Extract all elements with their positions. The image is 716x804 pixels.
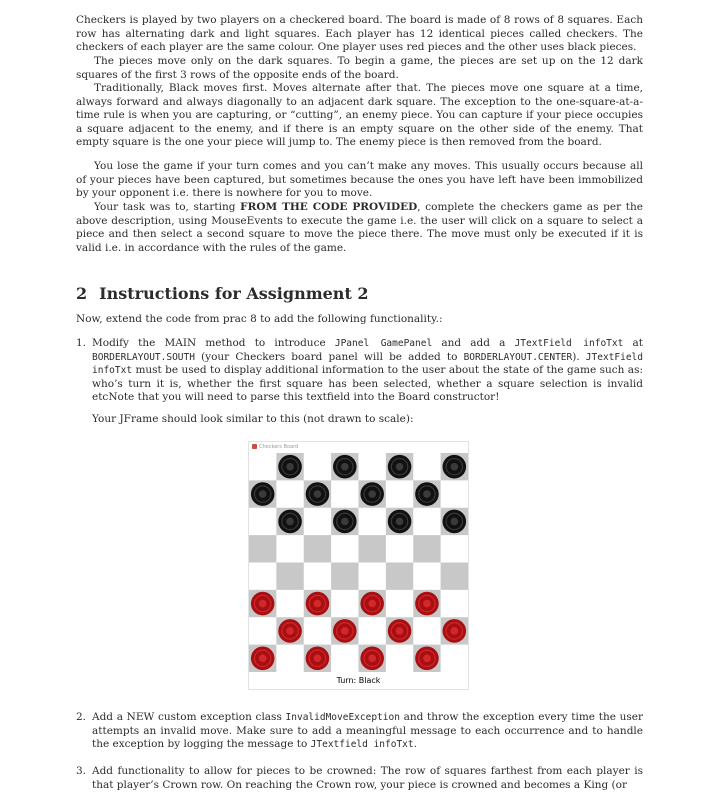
checkers-board [249,453,468,672]
section-title: Instructions for Assignment 2 [99,284,369,303]
checker-crest-icon [286,463,294,471]
black-checker-piece [415,482,439,506]
board-square [249,453,277,481]
section-lead: Now, extend the code from prac 8 to add the following functionality.: [76,313,443,325]
board-square [304,563,332,591]
checker-crest-icon [341,518,349,526]
board-square [386,590,414,618]
checker-crest-icon [368,490,376,498]
intro-paragraph-1: Checkers is played by two players on a checkered board. The board is made of 8 rows of 8 squares. Each row has alternating dark and light squares. Each player has 12 identical pieces called checkers. The checkers of each player are the same colour. One player uses red pieces and the other uses black pieces. [76,14,643,54]
info-text-field: Turn: Black [336,676,381,685]
i1-text-4: (your Checkers board panel will be added to [194,350,464,363]
red-checker-piece [333,619,357,643]
black-checker-piece [278,510,302,534]
i1-code-2: JTextField infoTxt [514,338,624,349]
checker-crest-icon [396,627,404,635]
list-item-1 [76,337,643,405]
list-marker-1: 1. [76,337,87,349]
black-checker-piece [251,482,275,506]
i1-text-6: must be used to display additional information to the user about the state of the game such as: who’s turn it is, whether the first square has been selected, whether a square selection is invalid etcNote that you will need to parse this textfield into the Board constructor! [92,364,643,404]
board-square [413,508,441,536]
black-checker-piece [360,482,384,506]
black-checker-piece [306,482,330,506]
checker-crest-icon [314,490,322,498]
checker-crest-icon [423,490,431,498]
board-square [249,508,277,536]
board-square [413,453,441,481]
red-checker-piece [251,647,275,671]
i1-text-1: Modify the MAIN method to introduce [92,337,335,349]
board-square [386,480,414,508]
p5-bold: FROM THE CODE PROVIDED [240,201,418,213]
i1-code-4: BORDERLAYOUT.CENTER [463,351,573,363]
checker-crest-icon [286,627,294,635]
java-app-icon [252,444,257,449]
board-square [413,535,441,563]
jframe-titlebar [249,442,468,453]
jframe-figure [249,442,468,689]
checker-crest-icon [396,518,404,526]
board-square [359,563,387,591]
board-square [441,590,468,618]
black-checker-piece [333,455,357,479]
checker-crest-icon [286,518,294,526]
checker-crest-icon [314,654,322,662]
i2-text-2: and throw the exception every time the user attempts an invalid move. Make sure to add a meaningful message to each occurrence and to handle the exception by logging the message to [92,711,643,751]
checker-crest-icon [423,600,431,608]
board-square [441,563,468,591]
board-square [359,508,387,536]
section-number: 2 [76,284,88,303]
checker-crest-icon [450,627,458,635]
board-square [441,645,468,672]
red-checker-piece [415,647,439,671]
board-square [276,480,304,508]
i1-text-5: ). [572,350,586,363]
section-heading [76,284,369,303]
p5-text-a: Your task was to, starting [94,201,241,213]
red-checker-piece [388,619,412,643]
i1-text-2: and add a [432,337,515,349]
board-square [304,453,332,481]
checker-crest-icon [259,490,267,498]
i1-text-3: at [623,337,643,349]
i1-code-3: BORDERLAYOUT.SOUTH [92,351,195,363]
board-square [276,563,304,591]
list-item-2 [76,711,643,752]
checker-crest-icon [259,654,267,662]
red-checker-piece [360,592,384,616]
checker-crest-icon [368,600,376,608]
board-square [331,535,359,563]
board-square [331,563,359,591]
i2-text-3: . [413,738,417,751]
black-checker-piece [388,455,412,479]
black-checker-piece [443,510,467,534]
checker-crest-icon [396,463,404,471]
black-checker-piece [333,510,357,534]
list-marker-3: 3. [76,765,87,777]
board-square [276,535,304,563]
board-square [359,453,387,481]
i2-code-2: JTextfield infoTxt [310,739,414,751]
checker-crest-icon [368,654,376,662]
board-square [386,563,414,591]
board-square [331,645,359,672]
checker-crest-icon [259,600,267,608]
intro-paragraph-3: Traditionally, Black moves first. Moves alternate after that. The pieces move one square at a time, always forward and always diagonally to an adjacent dark square. The exception to the one-square-at-a-time rule is when you are capturing, or “cutting”, an enemy piece. You can capture if your piece occupies a square adjacent to the enemy, and if there is an empty square on the other side of the enemy. That empty square is the one your piece will jump to. The enemy piece is then removed from the board. [76,82,643,149]
red-checker-piece [415,592,439,616]
checker-crest-icon [423,654,431,662]
i3-text: Add functionality to allow for pieces to be crowned: The row of squares farthest from each player is that player’s Crown row. On reaching the Crown row, your piece is crowned and becomes a King (or [92,765,643,791]
p5-text-b: , complete the checkers game as per the above description, using MouseEvents to execute the game i.e. the user will click on a square to select a piece and then select a second square to move the piece there. The move must only be executed if it is valid i.e. in accordance with the rules of the game. [76,201,643,254]
red-checker-piece [251,592,275,616]
board-square [249,563,277,591]
board-square [304,508,332,536]
board-square [331,480,359,508]
board-square [331,590,359,618]
red-checker-piece [306,592,330,616]
board-square [276,645,304,672]
board-square [413,563,441,591]
black-checker-piece [443,455,467,479]
intro-paragraph-4: You lose the game if your turn comes and you can’t make any moves. This usually occurs because all of your pieces have been captured, but sometimes because the ones you have left have been immobilized by your opponent i.e. there is nowhere for you to move. [76,160,643,200]
board-square [441,535,468,563]
red-checker-piece [443,619,467,643]
black-checker-piece [388,510,412,534]
black-checker-piece [278,455,302,479]
figure-intro-note: Your JFrame should look similar to this (not drawn to scale): [92,413,414,425]
board-square [386,535,414,563]
list-marker-2: 2. [76,711,87,723]
intro-paragraph-5 [76,201,643,255]
checker-crest-icon [450,463,458,471]
board-square [304,535,332,563]
checker-crest-icon [341,463,349,471]
i1-code-5: JTextField infoTxt [92,351,643,377]
i2-text-1: Add a NEW custom exception class [92,711,286,723]
list-item-3 [76,765,643,792]
board-square [359,617,387,645]
board-square [441,480,468,508]
board-square [249,617,277,645]
i1-code-1: JPanel GamePanel [334,338,433,349]
board-square [304,617,332,645]
intro-paragraph-2: The pieces move only on the dark squares. To begin a game, the pieces are set up on the 12 dark squares of the first 3 rows of the opposite ends of the board. [76,55,643,81]
red-checker-piece [306,647,330,671]
checker-crest-icon [314,600,322,608]
board-square [413,617,441,645]
red-checker-piece [278,619,302,643]
checker-crest-icon [450,518,458,526]
red-checker-piece [360,647,384,671]
i2-code-1: InvalidMoveException [285,712,400,723]
checker-crest-icon [341,627,349,635]
board-square [276,590,304,618]
jframe-title: Checkers Board [259,444,299,450]
board-square [386,645,414,672]
board-square [249,535,277,563]
board-square [359,535,387,563]
